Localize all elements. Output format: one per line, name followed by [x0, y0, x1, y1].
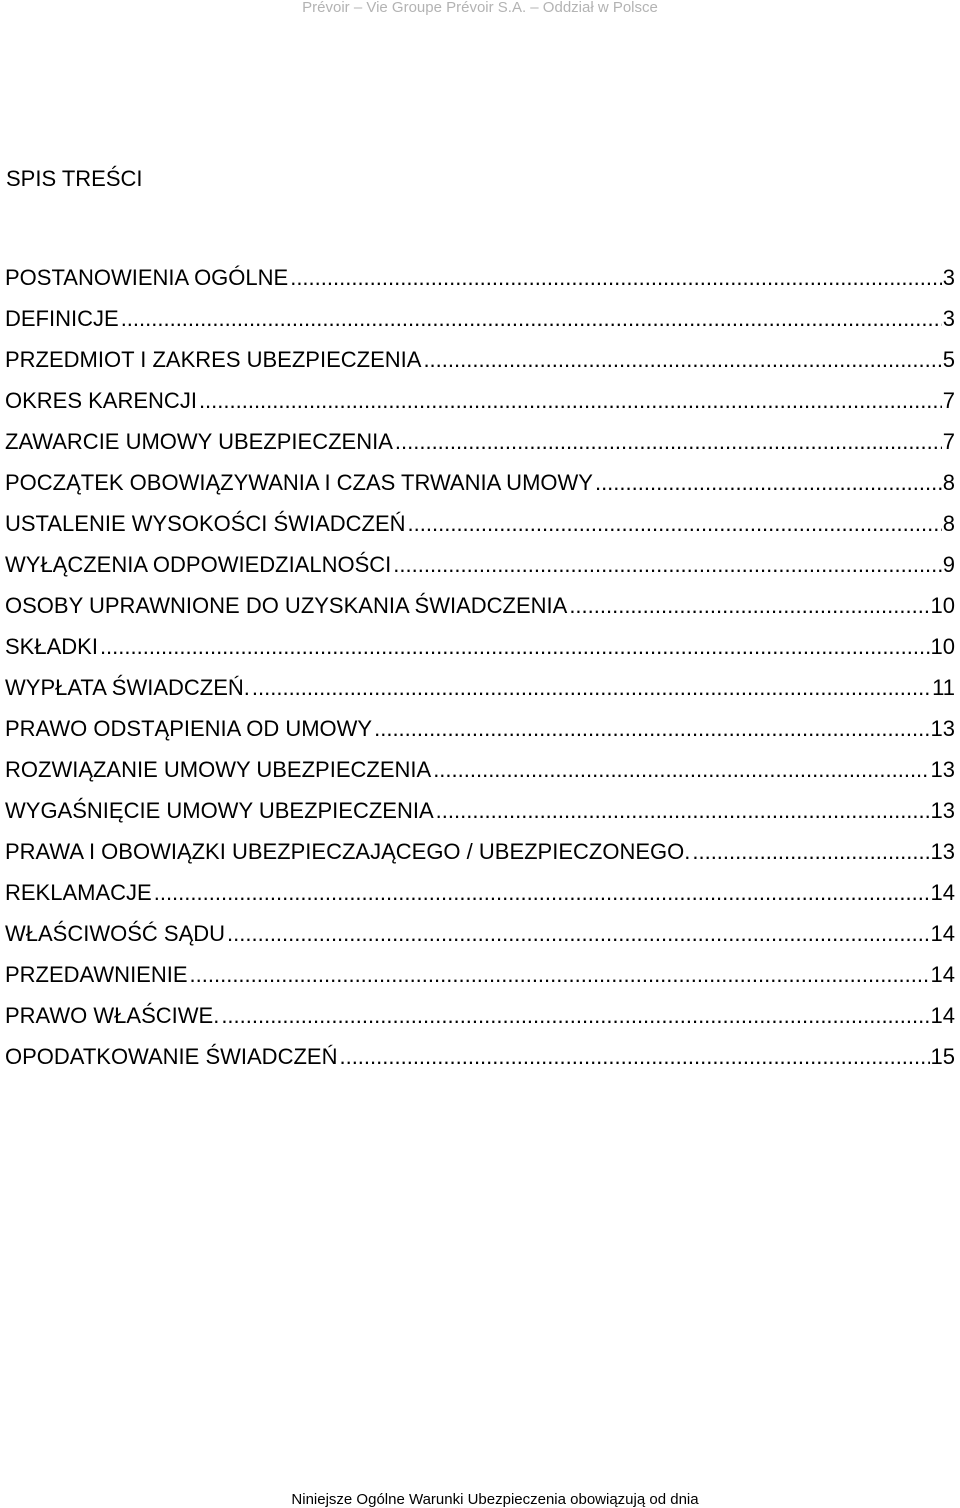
toc-dot-leader	[393, 551, 941, 579]
toc-dot-leader	[190, 961, 930, 989]
toc-entry-title: POSTANOWIENIA OGÓLNE	[5, 265, 289, 290]
toc-entry-page-number: 13	[930, 757, 955, 782]
toc-entry-page-number: 13	[930, 798, 955, 823]
toc-entry-page-number: 9	[942, 552, 955, 577]
toc-entry-title: SKŁADKI	[5, 634, 98, 659]
toc-dot-leader	[374, 715, 929, 743]
toc-dot-leader	[227, 920, 929, 948]
toc-dot-leader	[433, 756, 929, 784]
toc-dot-leader	[595, 469, 942, 497]
toc-entry-title: PRZEDMIOT I ZAKRES UBEZPIECZENIA	[5, 347, 422, 372]
toc-entry-page-number: 15	[930, 1044, 955, 1069]
toc-dot-leader	[290, 264, 942, 292]
toc-dot-leader	[395, 428, 942, 456]
toc-entry-title: WŁAŚCIWOŚĆ SĄDU	[5, 921, 226, 946]
toc-entry[interactable]	[5, 633, 955, 663]
toc-entry[interactable]	[5, 346, 955, 376]
toc-entry[interactable]	[5, 551, 955, 581]
toc-entry-title: OSOBY UPRAWNIONE DO UZYSKANIA ŚWIADCZENIA	[5, 593, 568, 618]
toc-entry-title: OKRES KARENCJI	[5, 388, 197, 413]
toc-dot-leader	[408, 510, 942, 538]
toc-list	[5, 264, 955, 1084]
toc-entry-page-number: 3	[942, 306, 955, 331]
toc-entry[interactable]	[5, 715, 955, 745]
toc-entry-title: OPODATKOWANIE ŚWIADCZEŃ	[5, 1044, 338, 1069]
toc-entry-title: ZAWARCIE UMOWY UBEZPIECZENIA	[5, 429, 393, 454]
toc-entry-page-number: 7	[942, 388, 955, 413]
toc-entry-page-number: 7	[942, 429, 955, 454]
toc-entry-title: PRAWA I OBOWIĄZKI UBEZPIECZAJĄCEGO / UBEZPIECZONEGO.	[5, 839, 691, 864]
toc-dot-leader	[692, 838, 929, 866]
toc-heading: SPIS TREŚCI	[6, 166, 143, 191]
toc-entry[interactable]	[5, 1002, 955, 1032]
toc-entry[interactable]	[5, 428, 955, 458]
toc-entry-page-number: 3	[942, 265, 955, 290]
toc-entry-page-number: 11	[932, 675, 955, 700]
toc-entry-page-number: 13	[930, 716, 955, 741]
toc-entry[interactable]	[5, 264, 955, 294]
toc-entry[interactable]	[5, 920, 955, 950]
toc-entry-page-number: 8	[942, 470, 955, 495]
toc-entry-page-number: 5	[942, 347, 955, 372]
toc-entry-title: ROZWIĄZANIE UMOWY UBEZPIECZENIA	[5, 757, 432, 782]
toc-dot-leader	[100, 633, 930, 661]
toc-entry-title: PRAWO WŁAŚCIWE.	[5, 1003, 220, 1028]
page-header: Prévoir – Vie Groupe Prévoir S.A. – Oddział w Polsce	[302, 0, 658, 16]
toc-entry-title: USTALENIE WYSOKOŚCI ŚWIADCZEŃ	[5, 511, 406, 536]
toc-entry[interactable]	[5, 305, 955, 335]
toc-dot-leader	[569, 592, 929, 620]
toc-entry[interactable]	[5, 797, 955, 827]
toc-entry-page-number: 8	[942, 511, 955, 536]
toc-entry-title: REKLAMACJE	[5, 880, 152, 905]
toc-entry[interactable]	[5, 510, 955, 540]
toc-entry[interactable]	[5, 838, 955, 868]
toc-dot-leader	[436, 797, 930, 825]
toc-dot-leader	[252, 674, 931, 702]
toc-entry-page-number: 10	[930, 634, 955, 659]
toc-dot-leader	[154, 879, 930, 907]
toc-entry[interactable]	[5, 756, 955, 786]
toc-entry-page-number: 14	[930, 921, 955, 946]
toc-entry-page-number: 14	[930, 880, 955, 905]
toc-entry-page-number: 10	[930, 593, 955, 618]
toc-entry-title: DEFINICJE	[5, 306, 119, 331]
toc-entry-page-number: 14	[930, 962, 955, 987]
page-footer: Niniejsze Ogólne Warunki Ubezpieczenia obowiązują od dnia	[291, 1491, 699, 1508]
toc-entry-title: POCZĄTEK OBOWIĄZYWANIA I CZAS TRWANIA UMOWY	[5, 470, 593, 495]
toc-entry[interactable]	[5, 674, 955, 704]
toc-entry[interactable]	[5, 387, 955, 417]
toc-entry[interactable]	[5, 1043, 955, 1073]
toc-dot-leader	[199, 387, 942, 415]
toc-entry-title: WYŁĄCZENIA ODPOWIEDZIALNOŚCI	[5, 552, 392, 577]
toc-entry[interactable]	[5, 879, 955, 909]
toc-entry[interactable]	[5, 961, 955, 991]
toc-entry-page-number: 13	[930, 839, 955, 864]
toc-entry-title: WYGAŚNIĘCIE UMOWY UBEZPIECZENIA	[5, 798, 434, 823]
toc-dot-leader	[423, 346, 941, 374]
toc-dot-leader	[221, 1002, 929, 1030]
toc-entry-page-number: 14	[930, 1003, 955, 1028]
toc-entry-title: PRAWO ODSTĄPIENIA OD UMOWY	[5, 716, 373, 741]
toc-dot-leader	[339, 1043, 929, 1071]
toc-entry[interactable]	[5, 469, 955, 499]
toc-dot-leader	[121, 305, 942, 333]
toc-entry-title: WYPŁATA ŚWIADCZEŃ.	[5, 675, 250, 700]
toc-entry-title: PRZEDAWNIENIE	[5, 962, 188, 987]
toc-entry[interactable]	[5, 592, 955, 622]
